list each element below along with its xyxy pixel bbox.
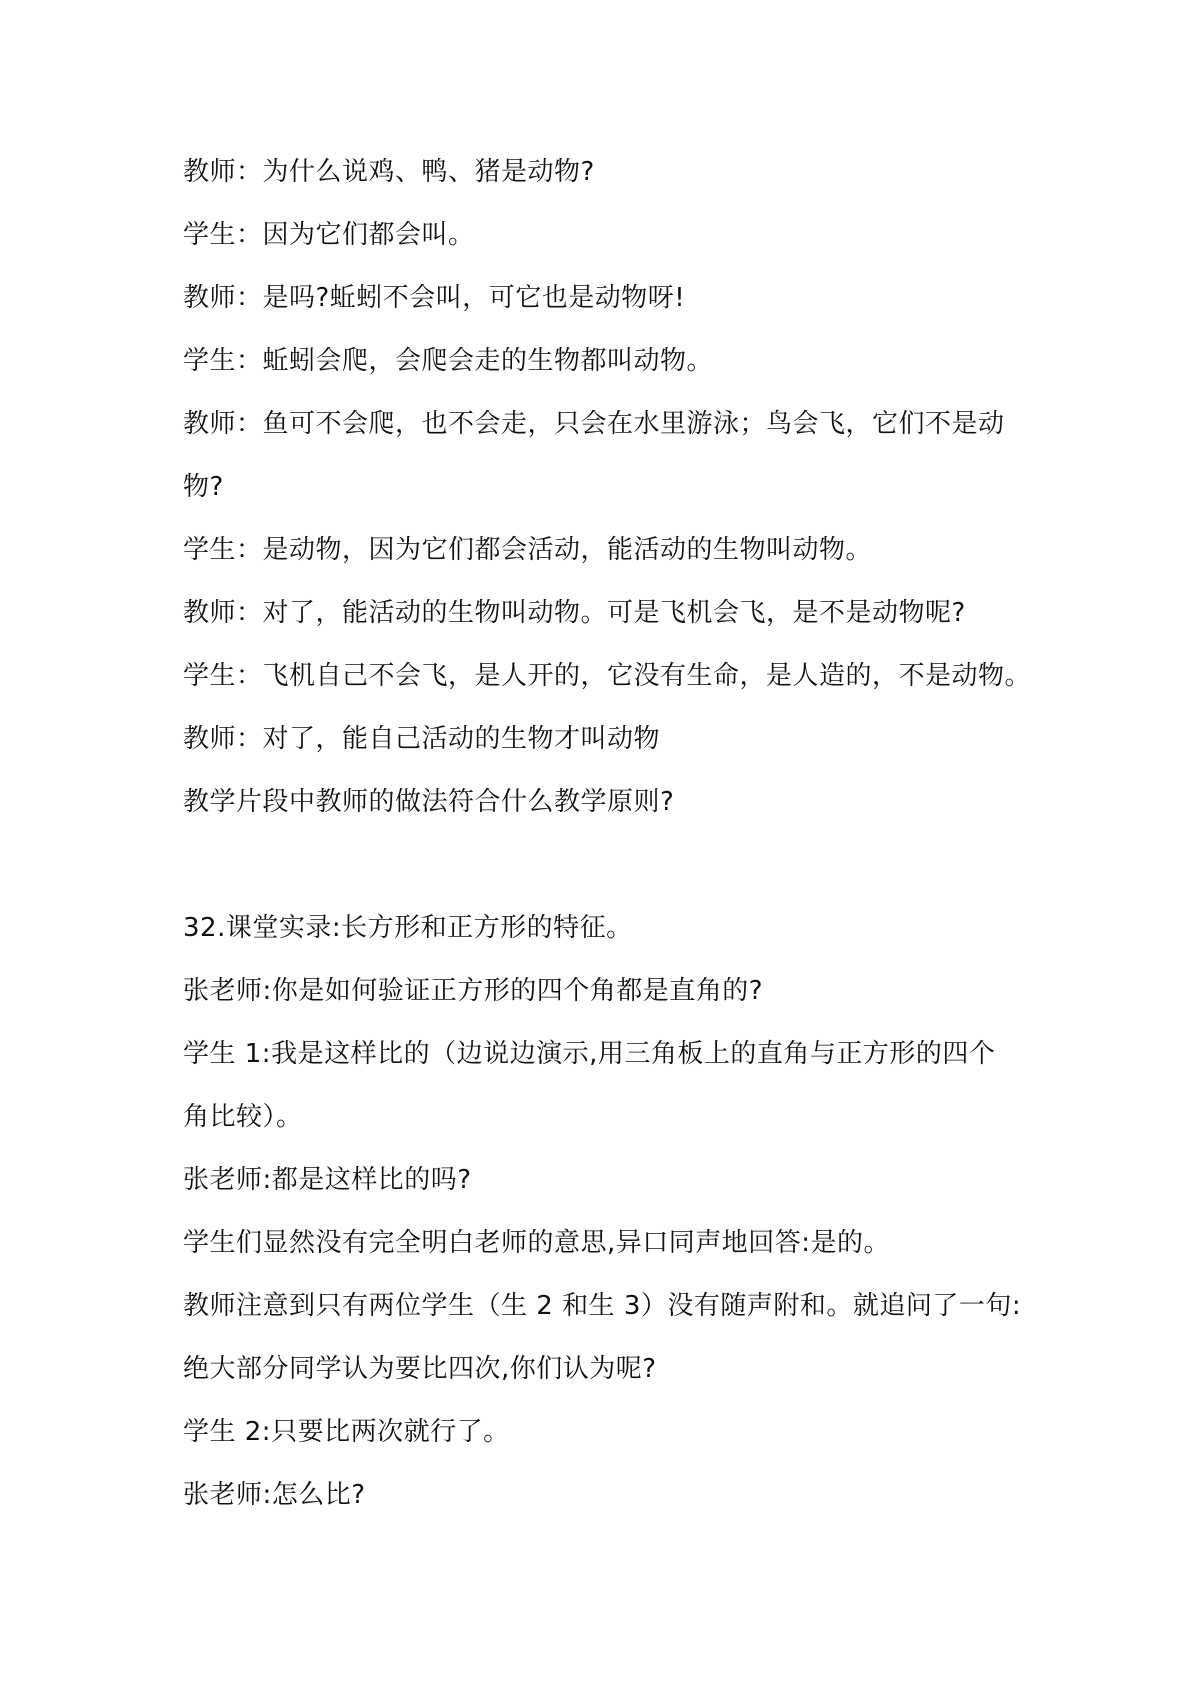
- text-line: 学生：是动物，因为它们都会活动，能活动的生物叫动物。: [183, 535, 873, 565]
- text-line: 学生们显然没有完全明白老师的意思,异口同声地回答:是的。: [183, 1228, 891, 1258]
- text-line: 学生 2:只要比两次就行了。: [183, 1417, 510, 1447]
- text-line: 张老师:都是这样比的吗?: [183, 1165, 472, 1195]
- text-line: 教师：是吗?蚯蚓不会叫，可它也是动物呀!: [183, 283, 686, 313]
- text-line: 教师：对了，能活动的生物叫动物。可是飞机会飞，是不是动物呢?: [183, 598, 966, 628]
- text-line: 教师：对了，能自己活动的生物才叫动物: [183, 724, 661, 754]
- text-line: 教师：为什么说鸡、鸭、猪是动物?: [183, 157, 595, 187]
- text-line: 学生：飞机自己不会飞，是人开的，它没有生命，是人造的，不是动物。: [183, 661, 1032, 691]
- text-line: 张老师:你是如何验证正方形的四个角都是直角的?: [183, 976, 764, 1006]
- text-line: 教师：鱼可不会爬，也不会走，只会在水里游泳；鸟会飞，它们不是动: [183, 409, 1005, 439]
- text-line: 教学片段中教师的做法符合什么教学原则?: [183, 787, 675, 817]
- text-line: 物?: [183, 472, 224, 502]
- text-line: 教师注意到只有两位学生（生 2 和生 3）没有随声附和。就追问了一句:: [183, 1291, 1022, 1321]
- text-line: 学生 1:我是这样比的（边说边演示,用三角板上的直角与正方形的四个: [183, 1039, 996, 1069]
- text-line: 绝大部分同学认为要比四次,你们认为呢?: [183, 1354, 657, 1384]
- text-line: 学生：蚯蚓会爬，会爬会走的生物都叫动物。: [183, 346, 714, 376]
- question-heading: 32.课堂实录:长方形和正方形的特征。: [183, 913, 633, 943]
- text-line: 学生：因为它们都会叫。: [183, 220, 475, 250]
- text-line: 张老师:怎么比?: [183, 1480, 366, 1510]
- text-line: 角比较）。: [183, 1102, 303, 1132]
